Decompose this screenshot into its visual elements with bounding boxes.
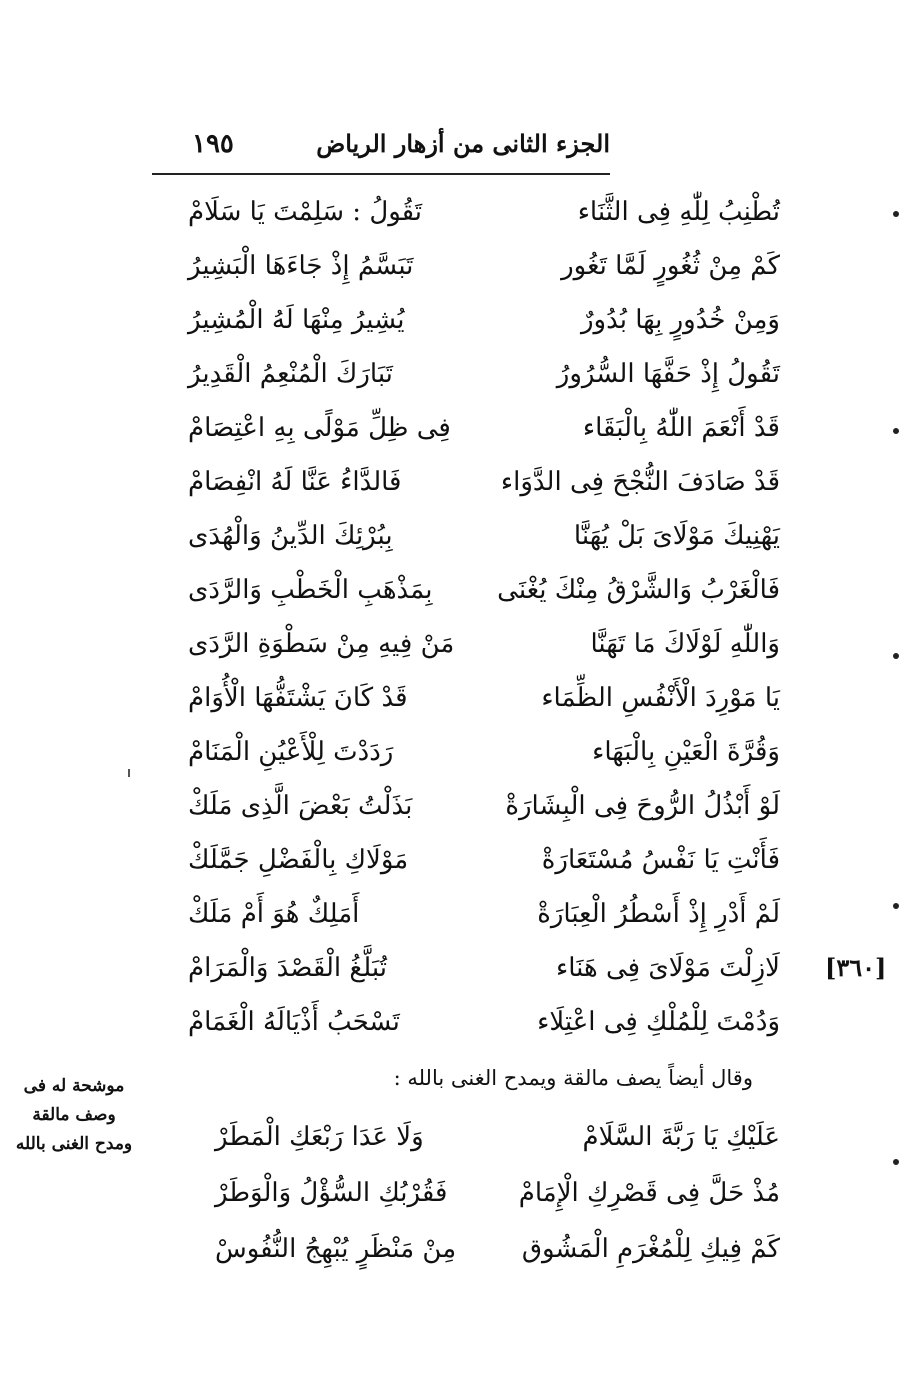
running-title: الجزء الثانى من أزهار الرياض — [316, 129, 610, 158]
verse-line — [188, 187, 780, 237]
verse-line — [188, 349, 780, 399]
verse-line — [188, 835, 780, 885]
hemistich-second: تَقُولُ : سَلِمْتَ يَا سَلَامْ — [188, 197, 423, 227]
page-number: ١٩٥ — [192, 129, 234, 159]
hemistich-first: وَاللّٰهِ لَوْلَاكَ مَا تَهَنَّا — [590, 629, 780, 659]
verse-line — [188, 673, 780, 723]
margin-dot — [893, 1159, 899, 1165]
hemistich-first: لَازِلْتَ مَوْلَاىَ فِى هَنَاء — [556, 953, 780, 983]
hemistich-second: أَمَلِكٌ هُوَ أَمْ مَلَكْ — [188, 899, 360, 929]
hemistich-second: بِبُرْئِكَ الدِّينُ وَالْهُدَى — [188, 521, 393, 551]
hemistich-first: لَمْ أَدْرِ إِذْ أَسْطُرُ الْعِبَارَةْ — [537, 899, 780, 929]
margin-dot — [893, 903, 899, 909]
hemistich-first: تُطْنِبُ لِلّٰهِ فِى الثَّنَاء — [577, 197, 780, 227]
hemistich-first: قَدْ صَادَفَ النُّجْحَ فِى الدَّوَاء — [500, 467, 780, 497]
verse-line — [188, 295, 780, 345]
verse-line — [215, 1168, 780, 1218]
hemistich-second: مِنْ مَنْظَرٍ يُبْهِجُ النُّفُوسْ — [215, 1234, 457, 1264]
hemistich-second: وَلَا عَدَا رَبْعَكِ الْمَطَرْ — [215, 1122, 424, 1152]
page-header — [180, 125, 610, 165]
hemistich-first: كَمْ مِنْ ثُغُورٍ لَمَّا تَغُور — [561, 251, 780, 281]
hemistich-second: مَنْ فِيهِ مِنْ سَطْوَةِ الرَّدَى — [188, 629, 455, 659]
hemistich-second: قَدْ كَانَ يَشْتَفُّهَا الْأُوَامْ — [188, 683, 408, 713]
hemistich-second: تَسْحَبُ أَذْيَالَهُ الْغَمَامْ — [188, 1007, 400, 1037]
hemistich-first: يَا مَوْرِدَ الْأَنْفُسِ الظِّمَاء — [541, 683, 780, 713]
verse-line — [188, 565, 780, 615]
verse-line — [188, 619, 780, 669]
hemistich-second: تَبَارَكَ الْمُنْعِمُ الْقَدِيرُ — [188, 359, 393, 389]
hemistich-second: مَوْلَاكِ بِالْفَضْلِ جَمَّلَكْ — [188, 845, 409, 875]
verse-line — [215, 1224, 780, 1274]
margin-dot — [893, 653, 899, 659]
poem-intro: وقال أيضاً يصف مالقة ويمدح الغنى بالله : — [393, 1066, 753, 1090]
hemistich-first: فَأَنْتِ يَا نَفْسُ مُسْتَعَارَةْ — [541, 845, 780, 875]
hemistich-second: فَالدَّاءُ عَنَّا لَهُ انْفِصَامْ — [188, 467, 402, 497]
hemistich-first: فَالْغَرْبُ وَالشَّرْقُ مِنْكَ يُغْنَى — [497, 575, 780, 605]
margin-reference: [٣٦٠] — [825, 953, 887, 982]
side-note-line: وصف مالقة — [32, 1105, 116, 1125]
margin-dot — [893, 211, 899, 217]
hemistich-first: وَدُمْتَ لِلْمُلْكِ فِى اعْتِلَاء — [537, 1007, 780, 1037]
verse-line — [188, 511, 780, 561]
hemistich-second: يُشِيرُ مِنْهَا لَهُ الْمُشِيرُ — [188, 305, 405, 335]
hemistich-first: وَمِنْ خُدُورٍ بِهَا بُدُورٌ — [580, 305, 780, 335]
verse-line — [188, 457, 780, 507]
header-rule — [152, 173, 610, 175]
verse-line — [188, 241, 780, 291]
margin-dot — [893, 428, 899, 434]
verse-line — [188, 403, 780, 453]
margin-tick — [128, 769, 130, 777]
hemistich-second: بَذَلْتُ بَعْضَ الَّذِى مَلَكْ — [188, 791, 413, 821]
verse-line — [215, 1112, 780, 1162]
hemistich-first: تَقُولُ إِذْ حَفَّهَا السُّرُورُ — [556, 359, 780, 389]
side-note-line: موشحة له فى — [23, 1076, 125, 1096]
verse-line — [188, 997, 780, 1047]
hemistich-second: رَدَدْتَ لِلْأَعْيُنِ الْمَنَامْ — [188, 737, 394, 767]
poem-1 — [188, 187, 780, 1047]
verse-line — [188, 943, 780, 993]
side-note — [8, 1072, 140, 1159]
hemistich-first: وَقُرَّةَ الْعَيْنِ بِالْبَهَاء — [592, 737, 780, 767]
verse-line — [188, 889, 780, 939]
hemistich-second: تَبَسَّمُ إِذْ جَاءَهَا الْبَشِيرُ — [188, 251, 414, 281]
verse-line — [188, 727, 780, 777]
hemistich-first: مُذْ حَلَّ فِى قَصْرِكِ الْإِمَامْ — [518, 1178, 780, 1208]
side-note-line: ومدح الغنى بالله — [15, 1134, 133, 1154]
hemistich-first: قَدْ أَنْعَمَ اللّٰهُ بِالْبَقَاء — [582, 413, 780, 443]
hemistich-first: عَلَيْكِ يَا رَبَّةَ السَّلَامْ — [582, 1122, 780, 1152]
hemistich-second: فَقُرْبُكِ السُّؤْلُ وَالْوَطَرْ — [215, 1178, 448, 1208]
hemistich-first: يَهْنِيكَ مَوْلَاىَ بَلْ يُهَنَّا — [573, 521, 780, 551]
hemistich-first: كَمْ فِيكِ لِلْمُغْرَمِ الْمَشُوق — [521, 1234, 780, 1264]
verse-line — [188, 781, 780, 831]
hemistich-first: لَوْ أَبْذُلُ الرُّوحَ فِى الْبِشَارَةْ — [505, 791, 780, 821]
hemistich-second: فِى ظِلِّ مَوْلًى بِهِ اعْتِصَامْ — [188, 413, 451, 443]
hemistich-second: بِمَذْهَبِ الْخَطْبِ وَالرَّدَى — [188, 575, 433, 605]
hemistich-second: تُبَلَّغُ الْقَصْدَ وَالْمَرَامْ — [188, 953, 387, 983]
poem-2 — [215, 1112, 780, 1282]
